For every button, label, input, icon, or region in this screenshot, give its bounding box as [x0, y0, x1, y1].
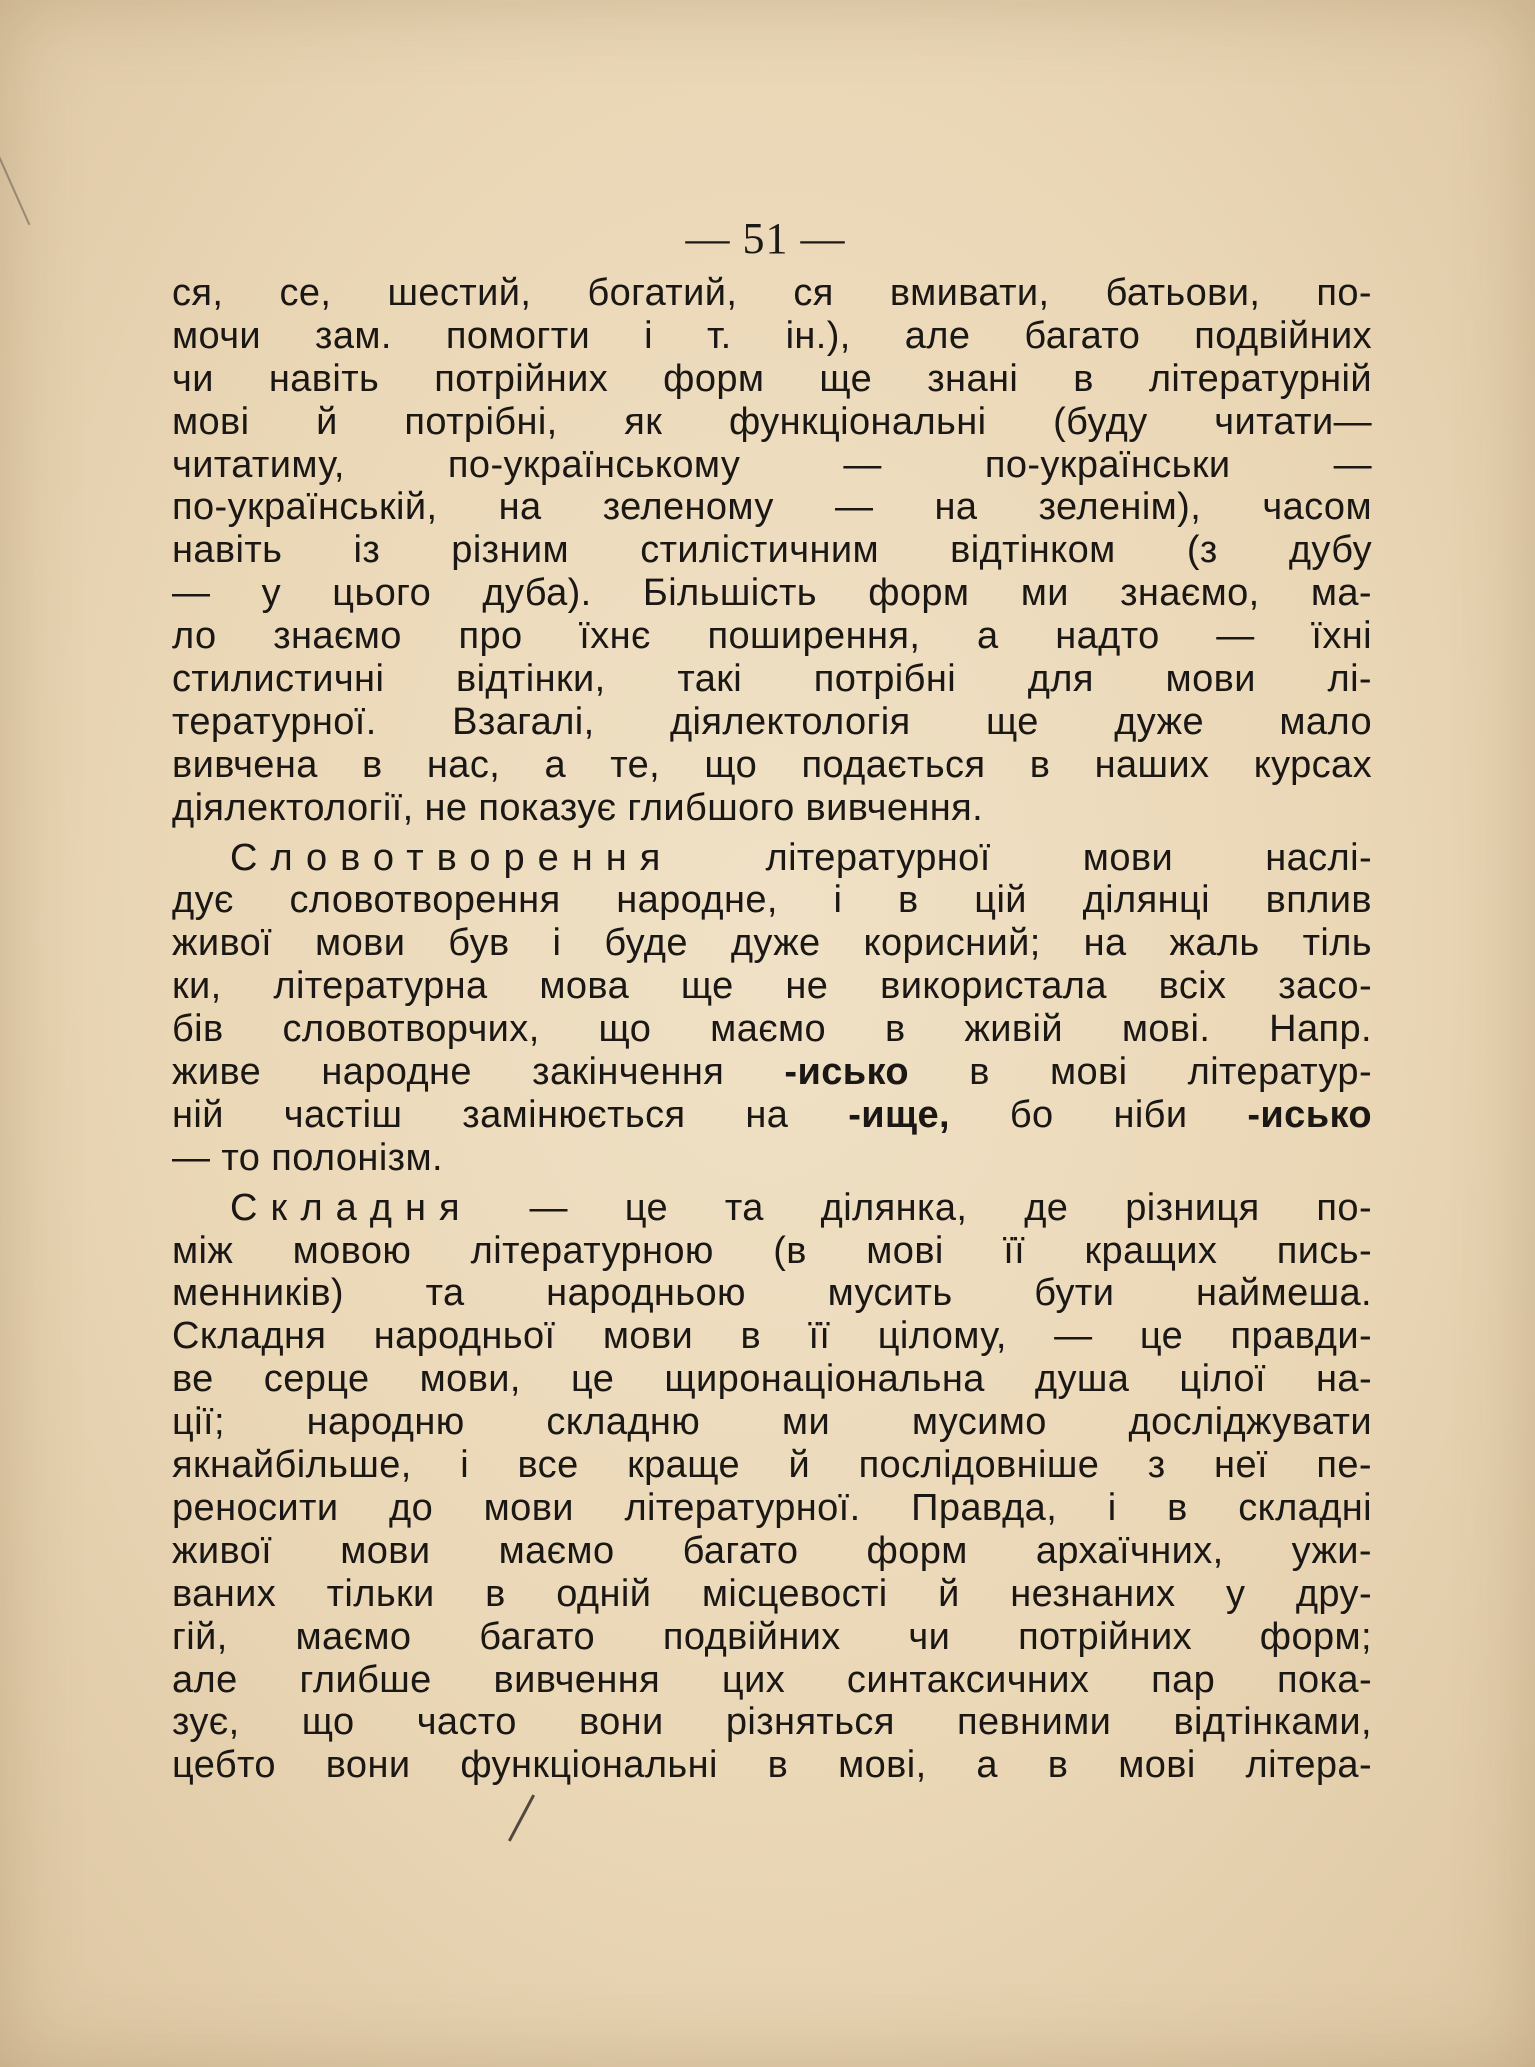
- text-line: якнайбільше, і все краще й послідовніше з неї пе-: [172, 1444, 1372, 1487]
- bold-suffix: -исько: [784, 1051, 910, 1094]
- text-line: Складня — це та ділянка, де різниця по-: [230, 1186, 1372, 1229]
- text-line: діялектології, не показує глибшого вивчення.: [172, 786, 984, 829]
- body-text: [172, 272, 1372, 1787]
- text-line: ваних тільки в одній місцевості й незнаних у дру-: [172, 1572, 1372, 1615]
- text-line: ло знаємо про їхнє поширення, а надто — їхні: [172, 615, 1372, 658]
- pencil-mark: [508, 1794, 535, 1841]
- text-line: ве серце мови, це щиронаціональна душа цілої на-: [172, 1358, 1372, 1401]
- text-line: дує словотворення народне, і в цій ділянці вплив: [172, 879, 1372, 922]
- page-number: — 51 —: [685, 214, 846, 263]
- text-line: Словотворення літературної мови наслі-: [230, 836, 1372, 879]
- text-line: зує, що часто вони різняться певними відтінками,: [172, 1701, 1372, 1744]
- text-line: мові й потрібні, як функціональні (буду читати—: [172, 400, 1372, 443]
- spaced-term: Складня: [230, 1186, 473, 1229]
- text-line: ся, се, шестий, богатий, ся вмивати, батьови, по-: [172, 272, 1372, 314]
- text-line: читатиму, по-українському — по-українськи —: [172, 443, 1372, 486]
- text-line: але глибше вивчення цих синтаксичних пар пока-: [172, 1658, 1372, 1701]
- text-line: вивчена в нас, а те, що подається в наших курсах: [172, 743, 1372, 786]
- text-line: стилистичні відтінки, такі потрібні для мови лі-: [172, 658, 1372, 701]
- margin-pencil-line: [0, 115, 30, 225]
- text-line: ки, літературна мова ще не використала всіх засо-: [172, 965, 1372, 1008]
- bold-suffix: -исько: [1247, 1093, 1372, 1136]
- text-line: менників) та народньою мусить бути наймеша.: [172, 1272, 1372, 1315]
- text-line: мочи зам. помогти і т. ін.), але багато подвійних: [172, 314, 1372, 357]
- text-line: живої мови був і буде дуже корисний; на жаль тіль: [172, 922, 1372, 965]
- text-line: бів словотворчих, що маємо в живій мові. Напр.: [172, 1008, 1372, 1051]
- text-line: — у цього дуба). Більшість форм ми знаємо, ма-: [172, 572, 1372, 615]
- text-line: по-українській, на зеленому — на зеленім), часом: [172, 486, 1372, 529]
- text-line: навіть із різним стилістичним відтінком (з дубу: [172, 529, 1372, 572]
- bold-suffix: -ище,: [848, 1093, 950, 1136]
- text-line: Складня народньої мови в її цілому, — це правди-: [172, 1315, 1372, 1358]
- text-line: живої мови маємо багато форм архаїчних, ужи-: [172, 1529, 1372, 1572]
- text-line: гій, маємо багато подвійних чи потрійних форм;: [172, 1615, 1372, 1658]
- spaced-term: Словотворення: [230, 836, 674, 879]
- text-line: ній частіш замінюється на -ище, бо ніби -исько: [172, 1093, 1372, 1136]
- text-line: — то полонізм.: [172, 1136, 443, 1179]
- text-line: живе народне закінчення -исько в мові літератур-: [172, 1051, 1372, 1094]
- text-line: між мовою літературною (в мові її кращих пись-: [172, 1229, 1372, 1272]
- text-line: чи навіть потрійних форм ще знані в літературній: [172, 357, 1372, 400]
- text-line: ції; народню складню ми мусимо досліджувати: [172, 1401, 1372, 1444]
- text-line: реносити до мови літературної. Правда, і в складні: [172, 1486, 1372, 1529]
- text-line: тературної. Взагалі, діялектологія ще дуже мало: [172, 700, 1372, 743]
- text-line: цебто вони функціональні в мові, а в мові літера-: [172, 1744, 1372, 1787]
